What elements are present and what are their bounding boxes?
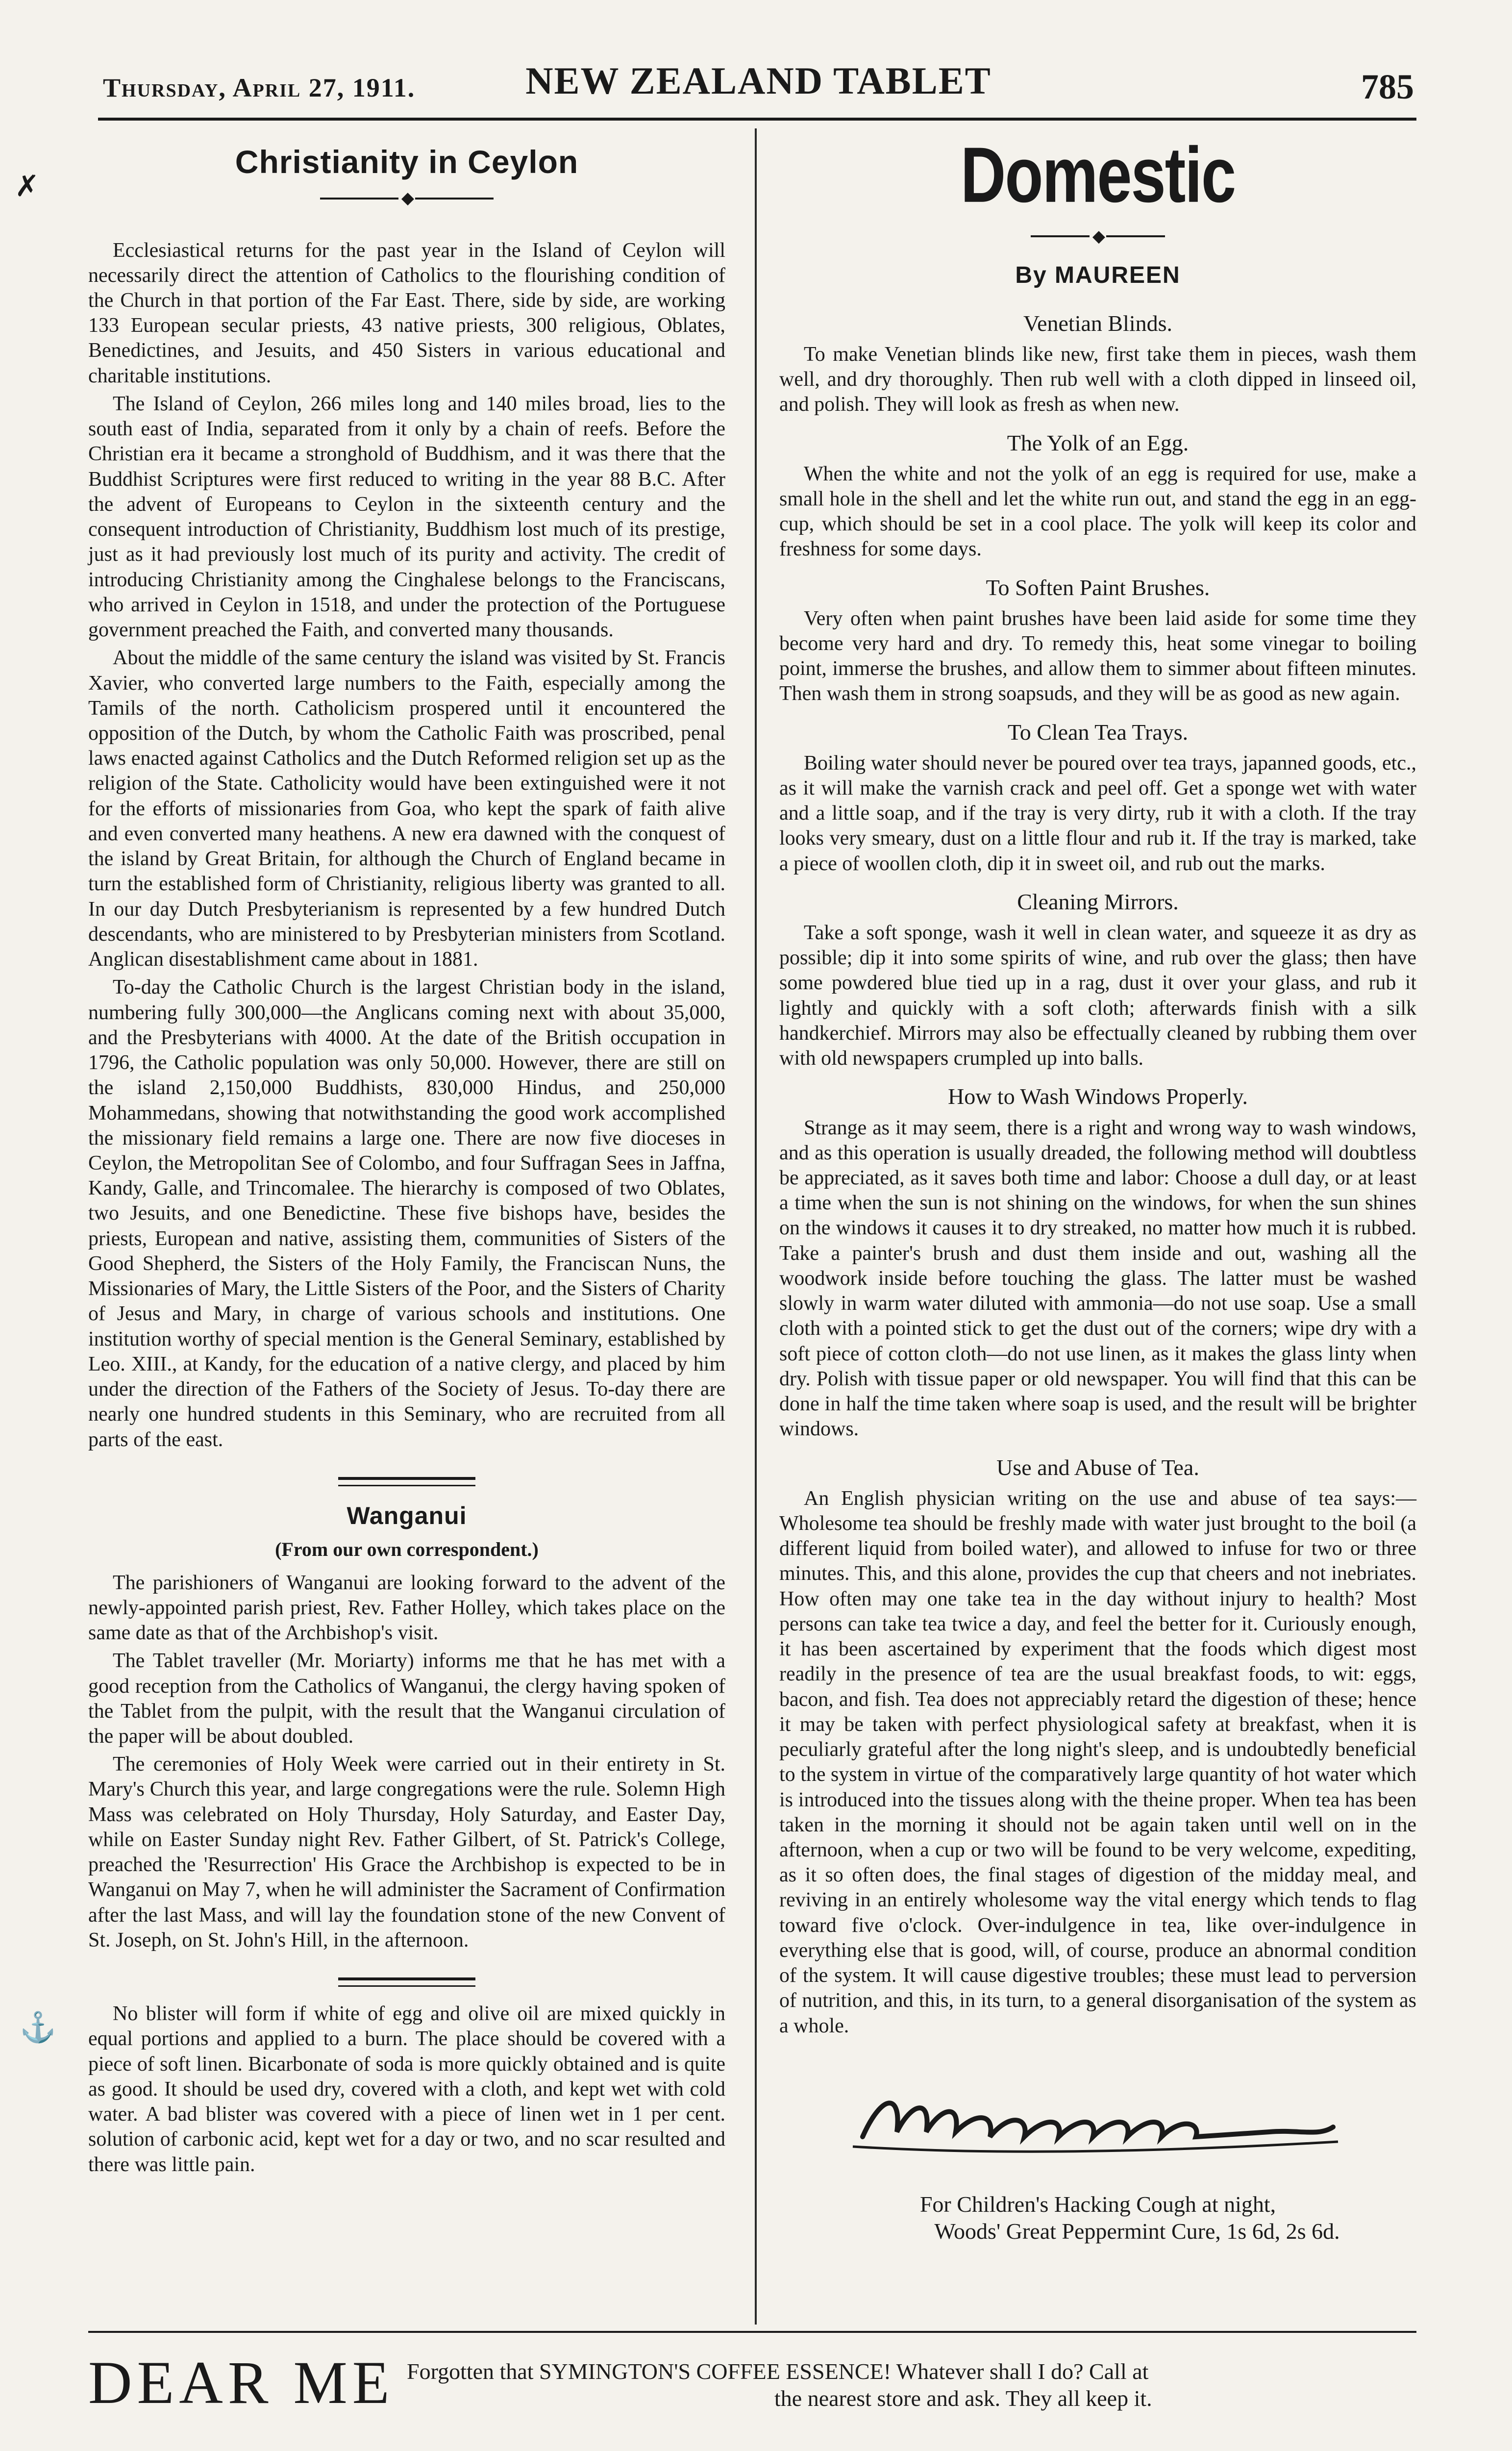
ceylon-paragraph: To-day the Catholic Church is the largest Christian body in the island, numbering fully 300,000—the Anglicans coming next with about 35,000, and the Presbyterians with 4000. At the date of the British occupation in 1796, the Catholic population was only 50,000. However, there are still on the island 2,150,000 Buddhists, 830,000 Hindus, and 250,000 Mohammedans, showing that notwithstanding the good work accomplished the missionary field remains a large one. There are now five dioceses in Ceylon, the Metropolitan See of Colombo, and four Suffragan Sees in Jaffna, Kandy, Galle, and Trincomalee. The hierarchy is composed of two Oblates, two Jesuits, and one Benedictine. These five bishops have, besides the priests, European and native, assisting them, communities of Sisters of the Good Shepherd, the Sisters of the Holy Family, the Franciscan Nuns, the Missionaries of Mary, the Little Sisters of the Poor, and the Sisters of Charity of Jesus and Mary, in charge of various schools and institutions. One institution worthy of special mention is the General Seminary, established by Leo. XIII., at Kandy, for the education of a native clergy, and placed by him under the direction of the Fathers of the Society of Jesus. To-day there are nearly one hundred students in this Seminary, who are recruited from all parts of the east. [88,976,725,1451]
cough-ad-line2: Woods' Great Peppermint Cure, 1s 6d, 2s 6d. [934,2219,1340,2244]
section-rule [338,1477,475,1486]
margin-mark: ✗ [15,170,40,202]
domestic-paragraph: When the white and not the yolk of an egg is required for use, make a small hole in the shell and let the white run out, and stand the egg in an egg-cup, which should be set in a cool place. The yolk will keep its color and freshness for some days. [779,462,1416,561]
cough-ad-line1: For Children's Hacking Cough at night, [919,2191,1276,2217]
blister-paragraph: No blister will form if white of egg and olive oil are mixed quickly in equal portions and applied to a burn. The place should be covered with a piece of soft linen. Bicarbonate of soda is more quickly obtained and is quite as good. It should be used dry, covered with a cloth, and kept wet with cold water. A bad blister was covered with a piece of linen wet in 1 per cent. solution of carbonic acid, kept wet for a day or two, and no scar resulted and there was little pain. [88,2002,725,2176]
article-title-ceylon: Christianity in Ceylon [235,144,579,180]
subhead-tea: Use and Abuse of Tea. [996,1454,1199,1480]
issue-date: Thursday, April 27, 1911. [103,73,416,102]
subhead-windows: How to Wash Windows Properly. [947,1084,1248,1109]
masthead-rule [98,118,1416,121]
coffee-ad-line2: the nearest store and ask. They all keep it. [774,2386,1152,2411]
domestic-paragraph: To make Venetian blinds like new, first take them in pieces, wash them well, and dry thoroughly. Then rub well with a cloth dipped in linseed oil, and polish. They will look as fresh as when new. [779,343,1416,416]
page-number: 785 [1361,67,1414,106]
coffee-ad-line1: Forgotten that SYMINGTON'S COFFEE ESSENCE! Whatever shall I do? Call at [407,2359,1149,2384]
section-rule [338,1977,475,1987]
title-ornament: ◆ [779,224,1416,247]
domestic-paragraph: Take a soft sponge, wash it well in clean water, and squeeze it as dry as possible; dip it into some spirits of wine, and rub over the glass; then have some powdered blue tied up in a rag, dust it over your glass, and rub it lightly and quickly with a soft cloth; afterwards finish with a silk handkerchief. Mirrors may also be effectually cleaned by rubbing them over with old newspapers crumpled up into balls. [779,922,1416,1070]
dear-me-headline: DEAR ME [88,2349,395,2416]
subhead-venetian-blinds: Venetian Blinds. [1023,310,1173,336]
subhead-yolk: The Yolk of an Egg. [1007,430,1189,455]
margin-mark: ⚓ [20,2011,56,2044]
masthead [103,59,1414,123]
correspondent-note: (From our own correspondent.) [275,1538,539,1560]
wanganui-paragraph: The parishioners of Wanganui are looking forward to the advent of the newly-appointed parish priest, Rev. Father Holley, which takes place on the same date as that of the Archbishop's visit. [88,1571,725,1645]
ceylon-paragraph: The Island of Ceylon, 266 miles long and 140 miles broad, lies to the south east of India, separated from it only by a chain of reefs. Before the Christian era it became a stronghold of Buddhism, and it was there that the Buddhist Scriptures were first reduced to writing in the year 88 B.C. After the advent of Europeans to Ceylon in the sixteenth century and the consequent introduction of Christianity, Buddhism lost much of its prestige, just as it had previously lost much of its purity and activity. The credit of introducing Christianity among the Cinghalese belongs to the Franciscans, who arrived in Ceylon in 1518, and under the protection of the Portuguese government preached the Faith, and converted many thousands. [88,392,725,642]
column-divider [755,128,757,2325]
domestic-heading: Domestic [960,131,1236,219]
right-column [779,132,1416,2245]
subhead-paint-brushes: To Soften Paint Brushes. [986,575,1210,600]
maureen-signature [779,2063,1416,2171]
subhead-mirrors: Cleaning Mirrors. [1017,889,1179,914]
subhead-tea-trays: To Clean Tea Trays. [1007,719,1189,745]
domestic-paragraph: Strange as it may seem, there is a right and wrong way to wash windows, and as this operation is usually dreaded, the following method will doubtless be appreciated, as it saves both time and labor: Choose a dull day, or at least a time when the sun is not shining on the windows, for when the sun shines on the windows it causes it to dry streaked, no matter how much it is rubbed. Take a painter's brush and dust them inside and out, washing all the woodwork inside before touching the glass. The latter must be washed slowly in warm water diluted with ammonia—do not use soap. Use a small cloth with a pointed stick to get the dust out of the corners; wipe dry with a soft piece of cotton cloth—do not use linen, as it makes the glass linty when dry. Polish with tissue paper or old newspaper. You will find that this can be done in half the time taken where soap is used, and the result will be brighter windows. [779,1116,1416,1441]
domestic-paragraph: An English physician writing on the use and abuse of tea says:—Wholesome tea should be freshly made with water just brought to the boil (a different liquid from boiled water), and allowed to infuse for two or three minutes. This, and this alone, provides the cup that cheers and not inebriates. How often may one take tea in the day without injury to health? Most persons can take tea twice a day, and feel the better for it. Curiously enough, it has been ascertained by experiment that the foods which digest most readily in the presence of tea are the usual breakfast foods, to wit: eggs, bacon, and fish. Tea does not appreciably retard the digestion of these; hence it may be taken with perfect physiological safety at breakfast, when it is peculiarly grateful after the long night's sleep, and is undoubtedly beneficial to the system in virtue of the comparatively large quantity of hot water which is introduced into the tissues along with the theine proper. When tea has been taken in the morning it should not be again taken until well on in the afternoon, when a cup or two will be found to be very welcome, expediting, as it so often does, the final stages of digestion of the midday meal, and reviving in an entirely wholesome way the vital energy which tends to flag toward five o'clock. Over-indulgence in tea, like over-indulgence in everything else that is good, will, of course, produce an abnormal condition of the system. It will cause digestive troubles; these must lead to perversion of nutrition, and this, in its turn, to a general disorganisation of the system as a whole. [779,1487,1416,2037]
coffee-essence-ad [407,2358,1416,2412]
left-column [88,132,725,2180]
signature-graphic [779,2063,1416,2171]
bottom-rule [88,2331,1416,2333]
title-ornament: ◆ [88,186,725,209]
wanganui-paragraph: The ceremonies of Holy Week were carried out in their entirety in St. Mary's Church this year, and large congregations were the rule. Solemn High Mass was celebrated on Holy Thursday, Holy Saturday, and Easter Day, while on Easter Sunday night Rev. Father Gilbert, of St. Patrick's College, preached the 'Resurrection' His Grace the Archbishop is expected to be in Wanganui on May 7, when he will administer the Sacrament of Confirmation after the last Mass, and will lay the foundation stone of the new Convent of St. Joseph, on St. John's Hill, in the afternoon. [88,1753,725,1951]
ceylon-paragraph: About the middle of the same century the island was visited by St. Francis Xavier, who converted large numbers to the Faith, especially among the Tamils of the north. Catholicism prospered until it encountered the opposition of the Dutch, by whom the Catholic Faith was proscribed, penal laws enacted against Catholics and the Dutch Reformed religion set up as the religion of the State. Catholicity would have been extinguished were it not for the efforts of missionaries from Goa, who kept the spark of faith alive and even converted many heathens. A new era dawned with the conquest of the island by Great Britain, for although the Church of England became in turn the established form of Christianity, religious liberty was granted to all. In our day Dutch Presbyterianism is represented by a few hundred Dutch descendants, who are ministered to by Presbyterian ministers from Scotland. Anglican disestablishment came about in 1881. [88,647,725,971]
wanganui-paragraph: The Tablet traveller (Mr. Moriarty) informs me that he has met with a good reception from the Catholics of Wanganui, the clergy having spoken of the Tablet from the pulpit, with the result that the Wanganui circulation of the paper will be about doubled. [88,1650,725,1748]
byline: By MAUREEN [1015,262,1181,289]
article-title-wanganui: Wanganui [347,1501,467,1529]
ceylon-paragraph: Ecclesiastical returns for the past year in the Island of Ceylon will necessarily direct the attention of Catholics to the flourishing condition of the Church in that portion of the Far East. There, side by side, are working 133 European secular priests, 43 native priests, 300 religious, Oblates, Benedictines, and Jesuits, and 450 Sisters in various educational and charitable institutions. [88,239,725,387]
domestic-paragraph: Boiling water should never be poured over tea trays, japanned goods, etc., as it will make the varnish crack and peel off. Get a sponge wet with water and a little soap, and if the tray is very dirty, rub it with a cloth. If the tray looks very smeary, dust on a little flour and rub it. If the tray is marked, take a piece of woollen cloth, dip it in sweet oil, and rub out the marks. [779,751,1416,875]
cough-cure-ad [779,2191,1416,2245]
domestic-paragraph: Very often when paint brushes have been laid aside for some time they become very hard and dry. To remedy this, heat some vinegar to boiling point, immerse the brushes, and allow them to simmer about fifteen minutes. Then wash them in strong soapsuds, and they will be as good as new again. [779,607,1416,705]
publication-title: NEW ZEALAND TABLET [525,59,991,102]
